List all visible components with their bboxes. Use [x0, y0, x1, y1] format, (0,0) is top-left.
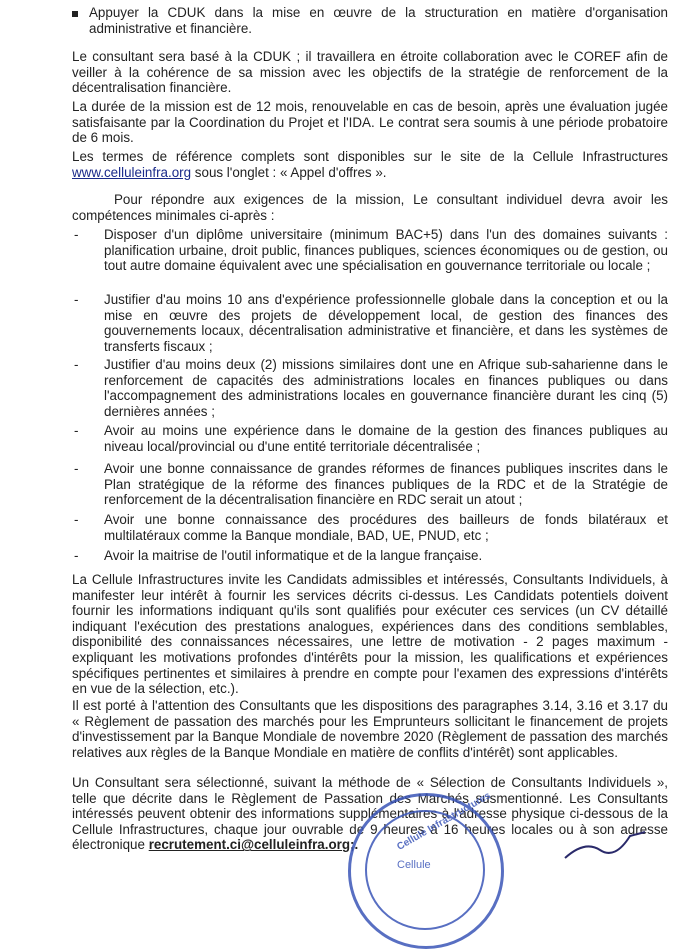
dash-bullet-icon: - — [74, 461, 79, 476]
dash-bullet-icon: - — [74, 512, 79, 527]
signature-icon — [560, 828, 650, 861]
paragraph-duree: La durée de la mission est de 12 mois, renouvelable en cas de besoin, après une évaluation jugée satisfaisante par la Coordination du Projet et l'IDA. Le contrat sera soumis à une période probatoire de 6 mois. — [72, 99, 668, 146]
paragraph-attention: Il est porté à l'attention des Consultants que les dispositions des paragraphes 3.14, 3.16 et 3.17 du « Règlement de passation des marchés pour les Emprunteurs sollicitant le financement de projets d'investissement par la Banque Mondiale de novembre 2020 (Règlement de passation des marchés relatives aux règles de la Banque Mondiale en matière de conflits d'intérêt) sont applicables. — [72, 698, 668, 760]
stamp-word: Cellule — [397, 859, 431, 871]
competence-item: Justifier d'au moins 10 ans d'expérience professionnelle globale dans la conception et ou la mise en œuvre des projets de développement local, de gestion des finances des gouvernements locaux, décentralisation administrative et financière, et dans les systèmes de transferts fiscaux ; — [104, 292, 668, 354]
selection-text: Un Consultant sera sélectionné, suivant la méthode de « Sélection de Consultants Individuels », telle que décrite dans le Règlement de Passation des Marchés susmentionné. Les Consultants intéressés peuvent obtenir des informations supplémentaires à l'adresse physique ci-dessous de la Cellule Infrastructures, chaque jour ouvrable de 9 heures à 16 heures locales ou à son adresse électronique — [72, 775, 668, 853]
paragraph-intro: Pour répondre aux exigences de la mission, Le consultant individuel devra avoir les compétences minimales ci-après : — [72, 192, 668, 223]
dash-bullet-icon: - — [74, 357, 79, 372]
square-bullet-icon — [72, 11, 78, 17]
dash-bullet-icon: - — [74, 548, 79, 563]
competence-item: Avoir une bonne connaissance de grandes réformes de finances publiques inscrites dans le Plan stratégique de la réforme des finances publiques de la RDC et de la Stratégie de renforcement de la décentralisation financière en RDC serait un atout ; — [104, 461, 668, 508]
competence-item: Justifier d'au moins deux (2) missions similaires dont une en Afrique sub-saharienne dans le renforcement de capacités des administrations locales en finances publiques ou dans l'accompagnement des administrations locales en gouvernance financière durant les cinq (5) dernières années ; — [104, 357, 668, 419]
dash-bullet-icon: - — [74, 292, 79, 307]
paragraph-invite: La Cellule Infrastructures invite les Candidats admissibles et intéressés, Consultants Individuels, à manifester leur intérêt à fournir les services décrits ci-dessus. Les Candidats potentiels doivent fournir les informations indiquant qu'ils sont qualifiés pour exécuter ces services (un CV détaillé indiquant l'exécution des prestations analogues, expériences dans des conditions semblables, disponibilité des connaissances nécessaires, une lettre de motivation - 2 pages maximum - expliquant les motivations profondes d'intérêts pour la mission, les qualifications et expériences spécifiques pertinentes et similaires à prendre en compte pour l'examen des expressions d'intérêts en vue de la sélection, etc.). — [72, 572, 668, 697]
dash-bullet-icon: - — [74, 227, 79, 242]
competence-item: Avoir la maitrise de l'outil informatique et de la langue française. — [104, 548, 483, 563]
paragraph-base: Le consultant sera basé à la CDUK ; il travaillera en étroite collaboration avec le COREF afin de veiller à la cohérence de sa mission avec les objectifs de la stratégie de renforcement de la décentralisation financière. — [72, 49, 668, 96]
termes-before: Les termes de référence complets sont disponibles sur le site de la Cellule Infrastructures — [72, 149, 668, 164]
stamp-text: Cellule Infrastructures — [395, 790, 493, 853]
dash-bullet-icon: - — [74, 423, 79, 438]
competence-item: Avoir une bonne connaissance des procédures des bailleurs de fonds bilatéraux et multilatéraux comme la Banque mondiale, BAD, UE, PNUD, etc ; — [104, 512, 668, 543]
email-link[interactable]: recrutement.ci@celluleinfra.org — [148, 837, 351, 853]
competence-item: Disposer d'un diplôme universitaire (minimum BAC+5) dans l'un des domaines suivants : planification urbaine, droit public, finances publiques, sciences économiques ou de gestion, ou tout autre domaine équivalent avec une spécialisation en gouvernance territoriale ou locale ; — [104, 227, 668, 274]
termes-after: sous l'onglet : « Appel d'offres ». — [191, 164, 387, 180]
top-bullet-text: Appuyer la CDUK dans la mise en œuvre de la structuration en matière d'organisation administrative et financière. — [89, 5, 668, 36]
official-stamp — [348, 790, 504, 949]
paragraph-termes — [72, 149, 668, 180]
site-link[interactable]: www.celluleinfra.org — [72, 164, 192, 180]
competence-item: Avoir au moins une expérience dans le domaine de la gestion des finances publiques au niveau local/provincial ou d'une entité territoriale décentralisée ; — [104, 423, 668, 454]
selection-after: ;. — [350, 837, 359, 853]
